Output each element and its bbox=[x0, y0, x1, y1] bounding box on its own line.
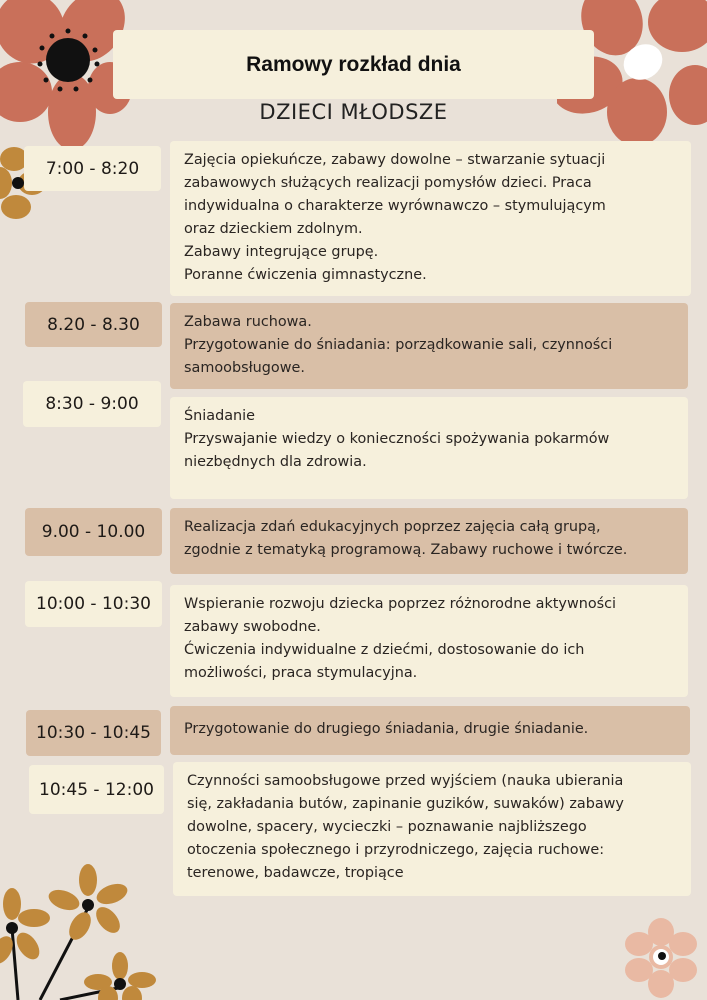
time-slot bbox=[24, 146, 161, 191]
time-label: 7:00 - 8:20 bbox=[45, 158, 140, 179]
description-line: Zabawy integrujące grupę. bbox=[184, 244, 379, 260]
page-subtitle: DZIECI MŁODSZE bbox=[259, 100, 448, 124]
description-line: Ćwiczenia indywidualne z dziećmi, dostosowanie do ich bbox=[184, 642, 585, 658]
time-slot bbox=[25, 508, 162, 556]
time-slot bbox=[29, 765, 164, 814]
time-label: 10:00 - 10:30 bbox=[36, 594, 151, 614]
description-line: Czynności samoobsługowe przed wyjściem (nauka ubierania bbox=[187, 773, 624, 789]
description-line: Przygotowanie do drugiego śniadania, drugie śniadanie. bbox=[184, 721, 589, 737]
description-line: dowolne, spacery, wycieczki – poznawanie najbliższego bbox=[187, 819, 587, 835]
description-line: samoobsługowe. bbox=[184, 360, 305, 376]
time-label: 8:30 - 9:00 bbox=[45, 394, 139, 414]
activity-description bbox=[170, 585, 688, 697]
time-label: 8.20 - 8.30 bbox=[47, 314, 140, 335]
page-title: Ramowy rozkład dnia bbox=[246, 52, 461, 76]
description-line: Wspieranie rozwoju dziecka poprzez różnorodne aktywności bbox=[184, 596, 617, 612]
description-line: Przygotowanie do śniadania: porządkowanie sali, czynności bbox=[184, 337, 613, 353]
description-line: się, zakładania butów, zapinanie guzików, suwaków) zabawy bbox=[187, 796, 624, 812]
activity-description bbox=[170, 141, 691, 296]
description-line: Poranne ćwiczenia gimnastyczne. bbox=[184, 267, 427, 283]
activity-description bbox=[173, 762, 691, 896]
activity-description bbox=[170, 508, 688, 574]
activity-description bbox=[170, 397, 688, 499]
description-line: oraz dzieckiem zdolnym. bbox=[184, 221, 363, 237]
description-line: niezbędnych dla zdrowia. bbox=[184, 454, 367, 470]
description-line: zgodnie z tematyką programową. Zabawy ruchowe i twórcze. bbox=[184, 542, 628, 558]
title-banner bbox=[113, 30, 594, 99]
description-line: Zabawa ruchowa. bbox=[184, 314, 312, 330]
description-line: Realizacja zdań edukacyjnych poprzez zajęcia całą grupą, bbox=[184, 519, 601, 535]
description-line: Śniadanie bbox=[184, 408, 255, 424]
description-line: indywidualna o charakterze wyrównawczo – stymulującym bbox=[184, 198, 606, 214]
time-slot bbox=[23, 381, 161, 427]
description-line: otoczenia społecznego i przyrodniczego, zajęcia ruchowe: bbox=[187, 842, 605, 858]
description-line: Przyswajanie wiedzy o konieczności spożywania pokarmów bbox=[184, 431, 610, 447]
description-line: możliwości, praca stymulacyjna. bbox=[184, 665, 418, 681]
description-line: Zajęcia opiekuńcze, zabawy dowolne – stwarzanie sytuacji bbox=[184, 152, 606, 168]
time-label: 10:30 - 10:45 bbox=[36, 723, 151, 743]
description-line: zabawowych służących realizacji pomysłów dzieci. Praca bbox=[184, 175, 592, 191]
time-label: 9.00 - 10.00 bbox=[41, 522, 146, 542]
time-slot bbox=[26, 710, 161, 756]
description-line: zabawy swobodne. bbox=[184, 619, 321, 635]
time-label: 10:45 - 12:00 bbox=[39, 779, 154, 800]
activity-description bbox=[170, 303, 688, 389]
time-slot bbox=[25, 581, 162, 627]
description-line: terenowe, badawcze, tropiące bbox=[187, 865, 404, 881]
activity-description bbox=[170, 706, 690, 755]
gold-flowers-bottom-left bbox=[0, 860, 180, 1000]
pink-flower-bottom-right bbox=[625, 918, 697, 1000]
time-slot bbox=[25, 302, 162, 347]
